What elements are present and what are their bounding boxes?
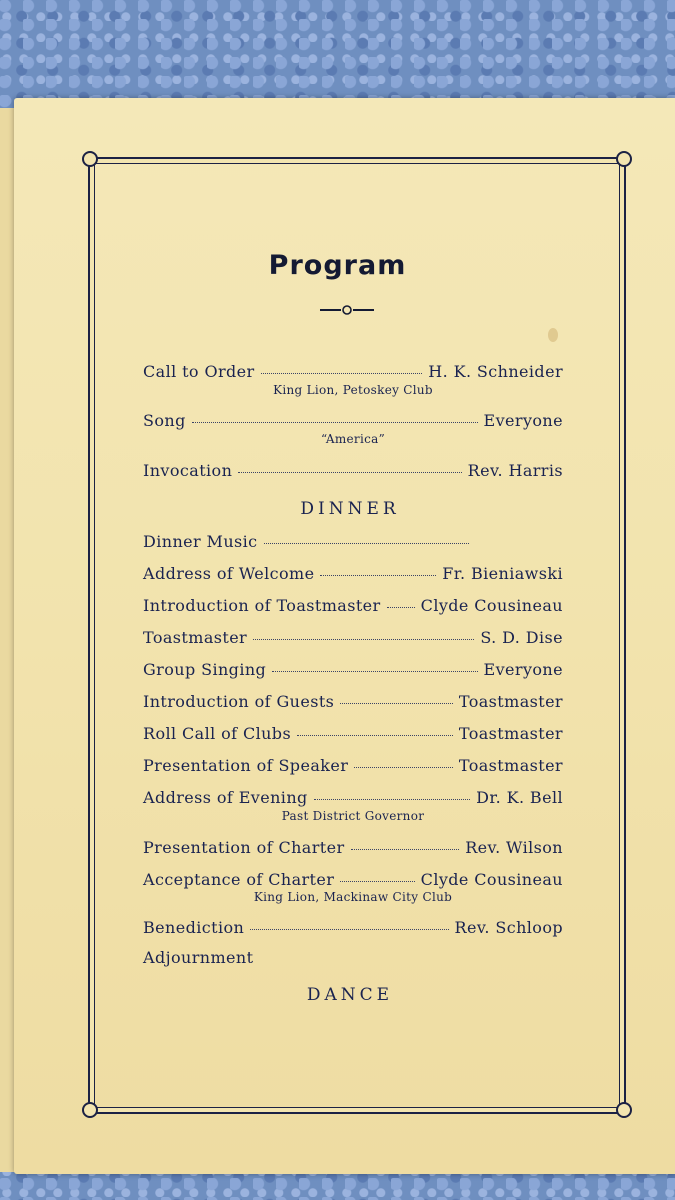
leader-dots [261,373,423,374]
item-label: Invocation [143,461,233,480]
program-item-song [143,411,563,430]
border-corner-ornament [82,151,98,167]
item-person: Clyde Cousineau [420,596,563,615]
item-label: Address of Evening [143,788,308,807]
program-item-benediction [143,918,563,937]
program-item-introduction-of-guests [143,692,563,711]
program-item-toastmaster [143,628,563,647]
section-heading-dance: DANCE [306,985,394,1005]
leader-dots [314,799,470,800]
item-person: H. K. Schneider [428,362,563,381]
item-label: Acceptance of Charter [143,870,335,889]
page-title: Program [268,250,407,281]
item-label: Introduction of Guests [143,692,335,711]
program-item-adjournment [143,948,563,967]
program-item-group-singing [143,660,563,679]
border-corner-ornament [616,1102,632,1118]
item-person: Clyde Cousineau [420,870,563,889]
leader-dots [351,849,460,850]
item-label: Song [143,411,186,430]
leader-dots [320,575,436,576]
item-label: Call to Order [143,362,255,381]
program-item-presentation-of-speaker [143,756,563,775]
program-item-invocation [143,461,563,480]
item-note: King Lion, Petoskey Club [273,383,433,397]
leader-dots [297,735,453,736]
program-item-roll-call-of-clubs [143,724,563,743]
item-note: King Lion, Mackinaw City Club [253,890,453,904]
item-person: Toastmaster [458,692,563,711]
item-label: Adjournment [143,948,254,967]
title-ornament-icon [320,305,374,315]
section-heading-dinner: DINNER [300,499,400,519]
item-person: S. D. Dise [480,628,563,647]
program-item-address-of-welcome [143,564,563,583]
item-person: Rev. Harris [467,461,563,480]
program-item-address-of-evening [143,788,563,807]
item-note: Past District Governor [281,809,425,823]
border-corner-ornament [616,151,632,167]
leader-dots [272,671,477,672]
item-person: Everyone [483,411,563,430]
border-corner-ornament [82,1102,98,1118]
program-item-introduction-of-toastmaster [143,596,563,615]
program-item-call-to-order [143,362,563,381]
item-person: Toastmaster [458,724,563,743]
program-item-acceptance-of-charter [143,870,563,889]
program-item-presentation-of-charter [143,838,563,857]
leader-dots [192,422,478,423]
item-person: Everyone [483,660,563,679]
paper-stain [548,328,558,342]
leader-dots [354,767,453,768]
item-label: Benediction [143,918,245,937]
leader-dots [238,472,461,473]
leader-dots [250,929,448,930]
item-person: Rev. Wilson [465,838,563,857]
item-person: Toastmaster [458,756,563,775]
leader-dots [264,543,469,544]
leader-dots [387,607,415,608]
item-label: Dinner Music [143,532,258,551]
item-note: “America” [320,432,386,446]
item-person: Rev. Schloop [454,918,563,937]
item-person: Dr. K. Bell [476,788,563,807]
item-label: Roll Call of Clubs [143,724,292,743]
item-label: Presentation of Charter [143,838,345,857]
item-label: Introduction of Toastmaster [143,596,381,615]
item-label: Presentation of Speaker [143,756,349,775]
leader-dots [253,639,474,640]
leader-dots [340,881,414,882]
leader-dots [340,703,453,704]
item-person: Fr. Bieniawski [442,564,563,583]
item-label: Group Singing [143,660,267,679]
item-label: Address of Welcome [143,564,315,583]
item-label: Toastmaster [143,628,248,647]
program-item-dinner-music [143,532,475,551]
